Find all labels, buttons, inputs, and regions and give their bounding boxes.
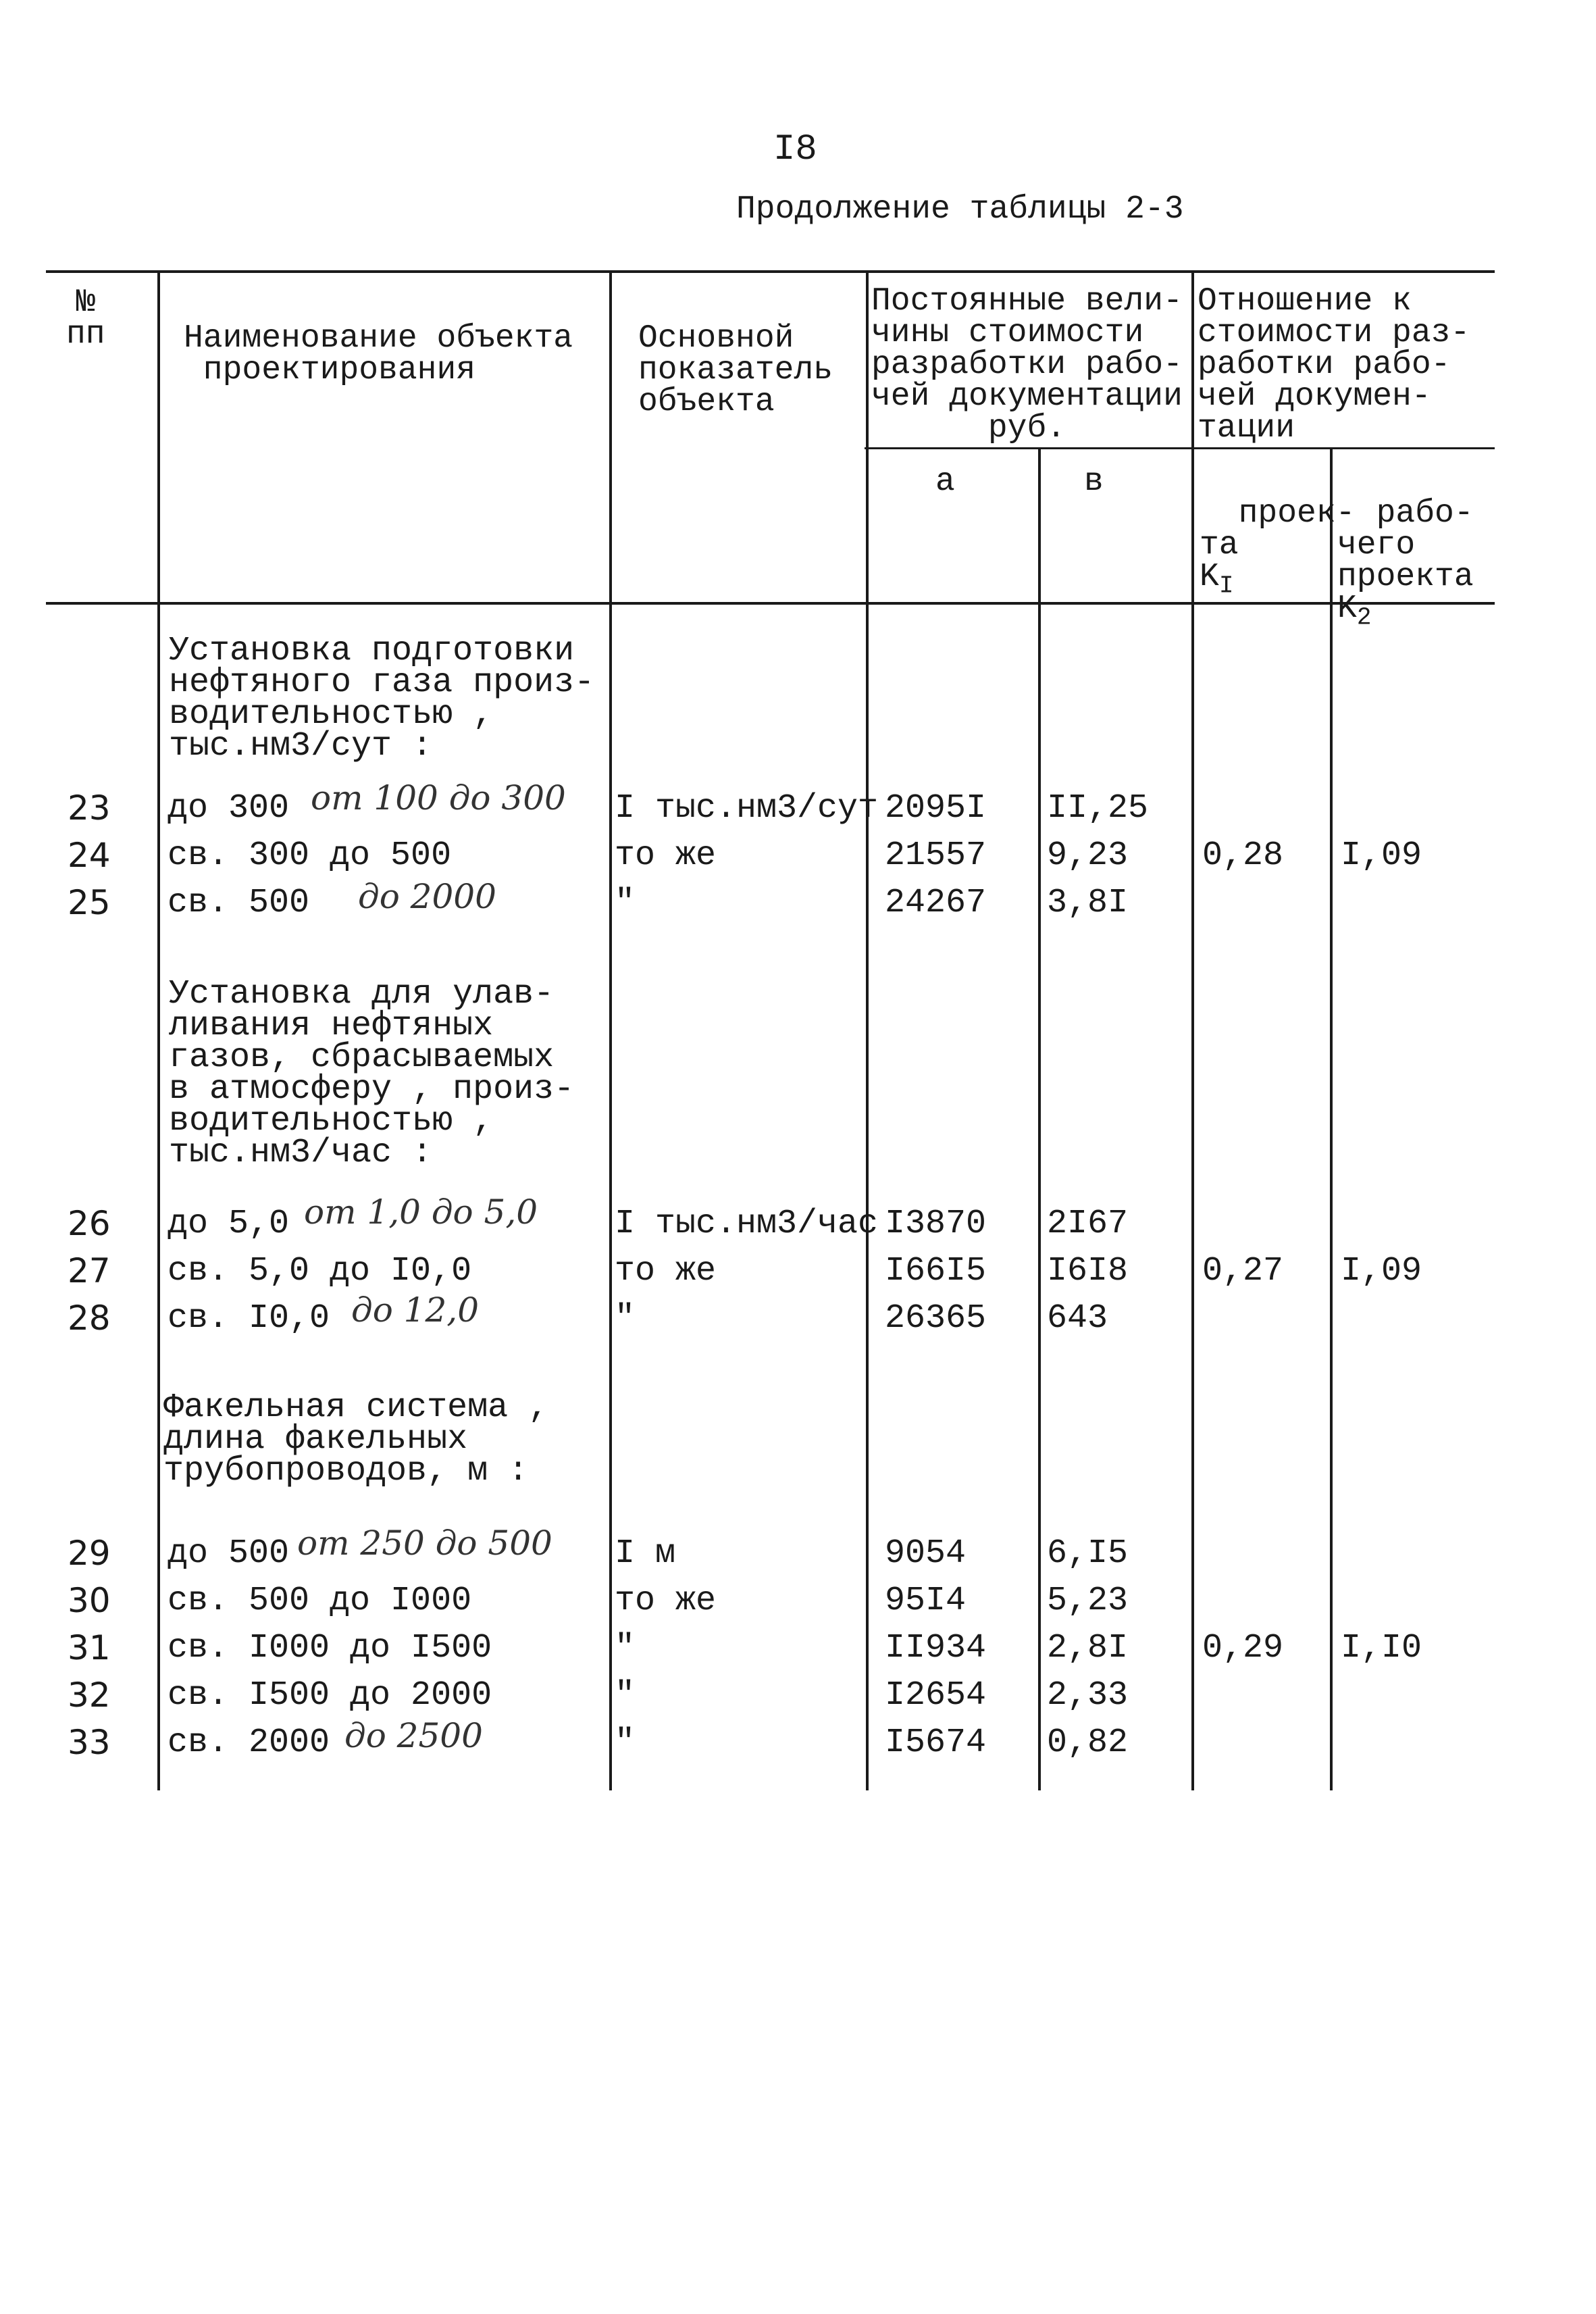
header-k1-label: проек- та K	[1200, 495, 1356, 595]
col-divider	[866, 270, 869, 1790]
row-value-a: 2095I	[885, 789, 987, 828]
row-number: 27	[68, 1251, 111, 1290]
header-constants: Постоянные вели- чины стоимости разработки рабо- чей документации руб.	[871, 283, 1183, 447]
row-value-a: I2654	[885, 1676, 987, 1715]
header-k1	[1200, 466, 1355, 602]
row-value-a: I5674	[885, 1724, 987, 1762]
header-num: № пп	[66, 284, 105, 353]
group-k1: 0,27	[1202, 1252, 1284, 1290]
row-value-b: 2,8I	[1047, 1629, 1129, 1667]
row-value-b: 9,23	[1047, 836, 1129, 875]
row-value-b: 5,23	[1047, 1582, 1129, 1620]
col-divider	[1038, 447, 1041, 1790]
row-indicator: то же	[615, 1582, 717, 1620]
header-ratio: Отношение к стоимости раз- работки рабо- чей докумен- тации	[1198, 283, 1470, 447]
table-caption: Продолжение таблицы 2-3	[736, 191, 1184, 228]
row-name: св. 5,0 до I0,0	[168, 1252, 472, 1290]
row-number: 28	[68, 1299, 111, 1338]
header-indicator: Основной показатель объекта	[638, 320, 833, 420]
row-indicator: то же	[615, 1252, 717, 1290]
row-value-a: 21557	[885, 836, 987, 875]
row-value-a: I66I5	[885, 1252, 987, 1290]
row-indicator: "	[615, 884, 636, 922]
row-value-b: 2,33	[1047, 1676, 1129, 1715]
header-col-a: а	[935, 463, 955, 500]
subheader-rule	[865, 447, 1495, 449]
row-number: 30	[68, 1581, 111, 1620]
col-divider	[1191, 270, 1194, 1790]
row-number: 32	[68, 1676, 111, 1715]
row-number: 23	[68, 788, 111, 828]
group-k1: 0,28	[1202, 836, 1284, 875]
group-k2: I,I0	[1341, 1629, 1422, 1667]
row-value-b: I6I8	[1047, 1252, 1129, 1290]
row-number: 33	[68, 1723, 111, 1762]
row-name: до 5,0	[168, 1205, 290, 1243]
row-number: 29	[68, 1534, 111, 1573]
row-name: св. 2000	[168, 1724, 330, 1762]
row-value-b: 0,82	[1047, 1724, 1129, 1762]
handwritten-note: до 2500	[344, 1716, 483, 1755]
row-indicator: "	[615, 1629, 636, 1667]
group-k2: I,09	[1341, 836, 1422, 875]
group-k1: 0,29	[1202, 1629, 1284, 1667]
row-name: св. I000 до I500	[168, 1629, 492, 1667]
handwritten-note: от 100 до 300	[311, 778, 566, 818]
row-indicator: то же	[615, 836, 717, 875]
col-divider	[157, 270, 160, 1790]
page-number: I8	[773, 129, 817, 170]
row-indicator: "	[615, 1299, 636, 1338]
header-k2	[1337, 466, 1474, 634]
row-indicator: "	[615, 1724, 636, 1762]
row-name: св. 300 до 500	[168, 836, 452, 875]
header-bottom-rule	[46, 602, 1495, 605]
header-k2-label: рабо- чего проекта K	[1337, 495, 1474, 627]
row-name: св. I0,0	[168, 1299, 330, 1338]
group-title: Установка для улав- ливания нефтяных газов, сбрасываемых в атмосферу , произ- водительностью , тыс.нм3/час :	[169, 975, 575, 1172]
row-value-a: 26365	[885, 1299, 987, 1338]
row-number: 24	[68, 836, 111, 875]
row-name: св. 500	[168, 884, 310, 922]
handwritten-note: до 12,0	[351, 1290, 480, 1330]
row-indicator: I тыс.нм3/сут	[615, 789, 879, 828]
row-number: 26	[68, 1204, 111, 1243]
row-value-b: 643	[1047, 1299, 1108, 1338]
row-name: св. I500 до 2000	[168, 1676, 492, 1715]
row-indicator: I тыс.нм3/час	[615, 1205, 879, 1243]
row-value-b: 6,I5	[1047, 1534, 1129, 1573]
row-number: 31	[68, 1628, 111, 1667]
handwritten-note: до 2000	[358, 877, 496, 916]
row-name: до 500	[168, 1534, 290, 1573]
header-k1-subscript: I	[1218, 572, 1234, 600]
row-indicator: I м	[615, 1534, 676, 1573]
group-title: Факельная система , длина факельных трубопроводов, м :	[163, 1388, 549, 1490]
row-value-a: 9054	[885, 1534, 967, 1573]
row-value-b: 2I67	[1047, 1205, 1129, 1243]
header-name: Наименование объекта проектирования	[184, 320, 573, 388]
table-top-rule	[46, 270, 1495, 273]
row-name: до 300	[168, 789, 290, 828]
group-k2: I,09	[1341, 1252, 1422, 1290]
col-divider	[1330, 447, 1333, 1790]
group-title: Установка подготовки нефтяного газа произ- водительностью , тыс.нм3/сут :	[169, 632, 595, 765]
handwritten-note: от 1,0 до 5,0	[304, 1192, 538, 1232]
row-number: 25	[68, 883, 111, 922]
header-col-b: в	[1084, 463, 1104, 500]
row-value-a: 24267	[885, 884, 987, 922]
row-indicator: "	[615, 1676, 636, 1715]
handwritten-note: от 250 до 500	[297, 1524, 552, 1563]
row-value-b: 3,8I	[1047, 884, 1129, 922]
row-value-a: II934	[885, 1629, 987, 1667]
row-value-a: 95I4	[885, 1582, 967, 1620]
header-k2-subscript: 2	[1356, 603, 1372, 632]
row-name: св. 500 до I000	[168, 1582, 472, 1620]
col-divider	[609, 270, 612, 1790]
row-value-b: II,25	[1047, 789, 1149, 828]
row-value-a: I3870	[885, 1205, 987, 1243]
